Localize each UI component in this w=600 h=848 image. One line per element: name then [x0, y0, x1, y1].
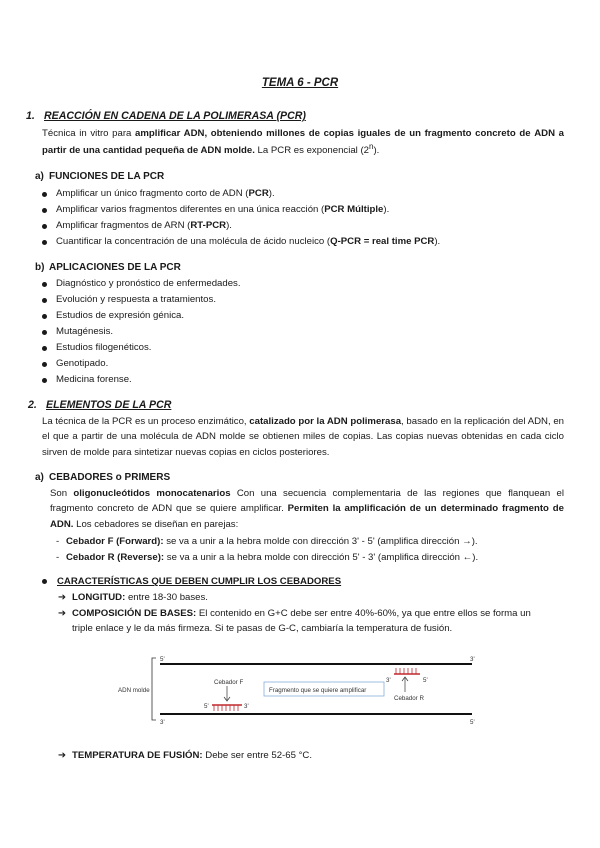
top-3prime-label: 3' [470, 656, 475, 663]
arrow-right-icon: ➔ [58, 750, 67, 761]
list-item: Mutagénesis. [40, 324, 241, 340]
applications-heading: b) APLICACIONES DE LA PCR [35, 262, 181, 273]
primer-f-label: Cebador F [214, 679, 244, 686]
section-1-heading: 1. REACCIÓN EN CADENA DE LA POLIMERASA (PCR) [26, 110, 306, 122]
section-2-intro: La técnica de la PCR es un proceso enzimático, catalizado por la ADN polimerasa, basado en la replicación del ADN, en el que a partir de una molécula de ADN molde se obtienen miles de copias. Las copias nuevas obtenidas en cada ciclo sirven de molde para sintetizar nuevas copias en ciclos posteriores. [42, 416, 564, 458]
list-item: Estudios de expresión génica. [40, 308, 241, 324]
section-1-intro: Técnica in vitro para amplificar ADN, obteniendo millones de copias iguales de un fragmento concreto de ADN a partir de una cantidad pequeña de ADN molde. La PCR es exponencial (2$^n$). [42, 128, 565, 157]
primer-f-3prime: 3' [244, 703, 249, 710]
primers-heading: a) CEBADORES o PRIMERS [35, 472, 171, 483]
list-item: Evolución y respuesta a tratamientos. [40, 292, 241, 308]
bottom-3prime-label: 3' [160, 719, 165, 726]
list-item: Estudios filogenéticos. [40, 340, 241, 356]
top-5prime-label: 5' [160, 656, 165, 663]
list-item: Amplificar un único fragmento corto de ADN (PCR). [40, 186, 440, 202]
primers-description: Son oligonucleótidos monocatenarios Con una secuencia complementaria de las regiones que flanquean el fragmento concreto de ADN que se quiere amplificar. Permiten la amplificación de un determinado fragmento de ADN. Los cebadores se diseñan en parejas: [50, 488, 564, 530]
list-item: Medicina forense. [40, 372, 241, 388]
arrow-right-icon: ➔ [58, 592, 67, 603]
primer-f-5prime: 5' [204, 703, 209, 710]
list-item: Diagnóstico y pronóstico de enfermedades. [40, 276, 241, 292]
primer-characteristics-heading: CARACTERÍSTICAS QUE DEBEN CUMPLIR LOS CEBADORES [42, 574, 341, 589]
section-2-heading: 2. ELEMENTOS DE LA PCR [28, 399, 172, 411]
functions-heading: a) FUNCIONES DE LA PCR [35, 171, 165, 182]
adn-label: ADN molde [118, 687, 150, 694]
melting-temperature-item: ➔ TEMPERATURA DE FUSIÓN: Debe ser entre 52-65 °C. [58, 748, 564, 763]
page-title: TEMA 6 - PCR [261, 77, 339, 89]
length-item: ➔ LONGITUD: entre 18-30 bases. [58, 590, 564, 605]
fragment-label: Fragmento que se quiere amplificar [269, 687, 367, 694]
primer-r-label: Cebador R [394, 695, 424, 702]
primer-r-5prime: 5' [423, 677, 428, 684]
pcr-primer-diagram [114, 654, 492, 742]
forward-primer-item: - Cebador F (Forward): se va a unir a la hebra molde con dirección 3' - 5' (amplifica dirección →). [56, 536, 478, 547]
list-item: Amplificar varios fragmentos diferentes en una única reacción (PCR Múltiple). [40, 202, 440, 218]
reverse-primer-item: - Cebador R (Reverse): se va a unir a la hebra molde con dirección 5' - 3' (amplifica dirección ←). [56, 552, 479, 563]
list-item: Cuantificar la concentración de una molécula de ácido nucleico (Q-PCR = real time PCR). [40, 234, 440, 250]
bottom-5prime-label: 5' [470, 719, 475, 726]
bullet-icon [42, 579, 47, 584]
list-item: Amplificar fragmentos de ARN (RT-PCR). [40, 218, 440, 234]
base-composition-item: ➔ COMPOSICIÓN DE BASES: El contenido en G+C debe ser entre 40%-60%, ya que entre ellos se forma un triple enlace y le da más firmeza. Si te pasas de G-C, cambiaría la temperatura de fusión. [58, 608, 531, 635]
arrow-right-icon: ➔ [58, 608, 67, 619]
functions-list [40, 186, 440, 250]
primer-r-3prime: 3' [386, 677, 391, 684]
list-item: Genotipado. [40, 356, 241, 372]
applications-list [40, 276, 241, 388]
